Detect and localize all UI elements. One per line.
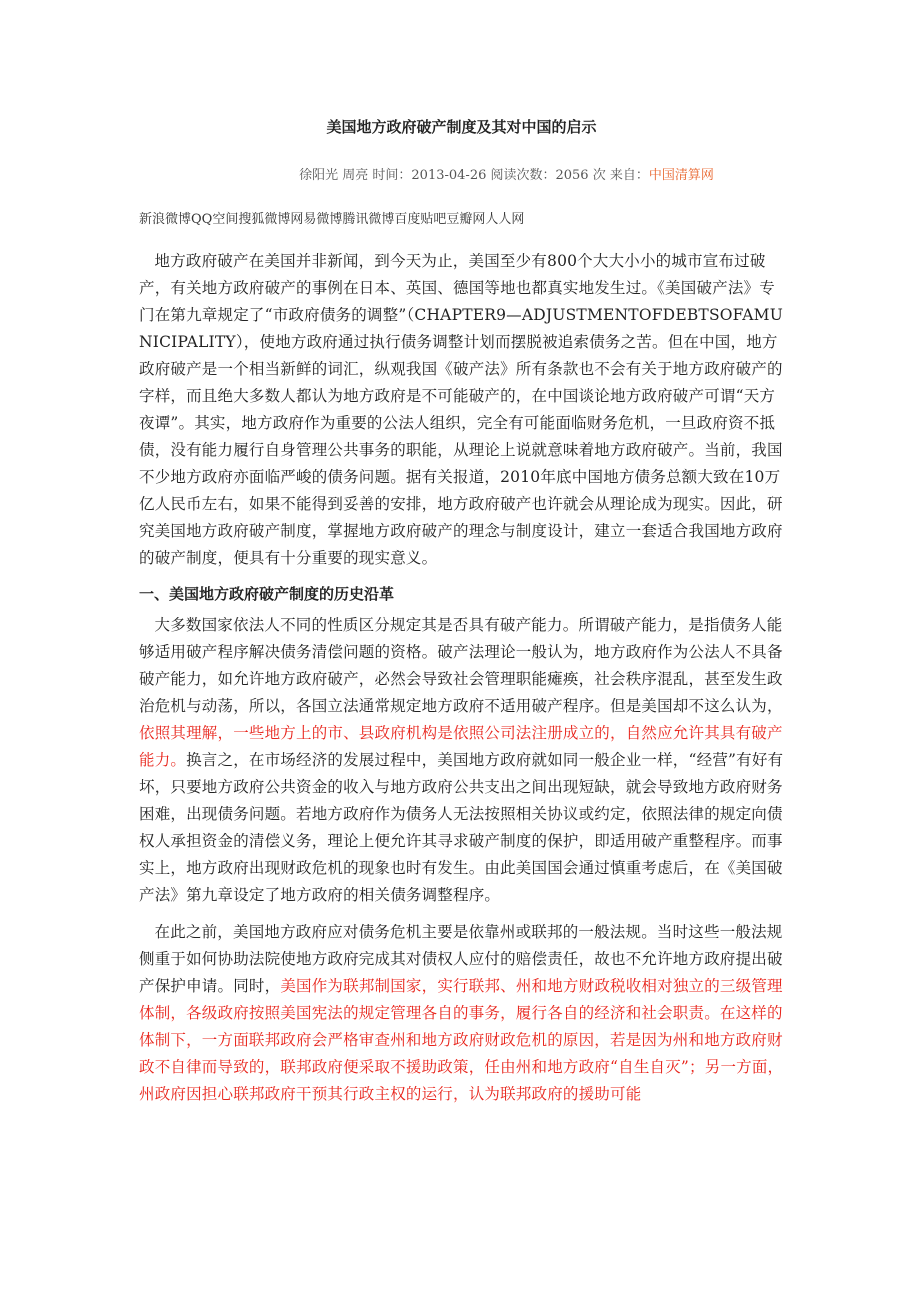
paragraph-before — [139, 919, 784, 1108]
article-meta — [139, 166, 784, 186]
paragraph-intro: 地方政府破产在美国并非新闻，到今天为止，美国至少有800个大大小小的城市宣布过破产，有关地方政府破产的事例在日本、英国、德国等地也都真实地发生过。《美国破产法》专门在第九章规定了“市政府债务的调整”（CHAPTER9—ADJUSTMENTOFDEBTSOFAMUNICIPALITY），使地方政府通过执行债务调整计划而摆脱被追索债务之苦。但在中国，地方政府破产是一个相当新鲜的词汇，纵观我国《破产法》所有条款也不会有关于地方政府破产的字样，而且绝大多数人都认为地方政府是不可能破产的，在中国谈论地方政府破产可谓“天方夜谭”。其实，地方政府作为重要的公法人组织，完全有可能面临财务危机，一旦政府资不抵债，没有能力履行自身管理公共事务的职能，从理论上说就意味着地方政府破产。当前，我国不少地方政府亦面临严峻的债务问题。据有关报道，2010年底中国地方债务总额大致在10万亿人民币左右，如果不能得到妥善的安排，地方政府破产也许就会从理论成为现实。因此，研究美国地方政府破产制度，掌握地方政府破产的理念与制度设计，建立一套适合我国地方政府的破产制度，便具有十分重要的现实意义。 — [139, 252, 784, 567]
meta-info: 徐阳光 周亮 时间：2013-04-26 阅读次数：2056 次 来自： — [299, 168, 649, 183]
paragraph-history — [139, 612, 784, 909]
share-links[interactable]: 新浪微博QQ空间搜狐微博网易微博腾讯微博百度贴吧豆瓣网人人网 — [139, 212, 525, 227]
article-page — [139, 108, 784, 1108]
paragraph-before-text: 在此之前，美国地方政府应对债务危机主要是依靠州或联邦的一般法规。当时这些一般法规侧重于如何协助法院使地方政府完成其对债权人应付的赔偿责任，故也不允许地方政府提出破产保护申请。同时， — [139, 923, 783, 995]
highlighted-text: 美国作为联邦制国家，实行联邦、州和地方财政税收相对独立的三级管理体制，各级政府按照美国宪法的规定管理各自的事务，履行各自的经济和社会职责。在这样的体制下，一方面联邦政府会严格审查州和地方政府财政危机的原因，若是因为州和地方政府财政不自律而导致的，联邦政府便采取不援助政策，任由州和地方政府“自生自灭”；另一方面，州政府因担心联邦政府干预其行政主权的运行，认为联邦政府的援助可能 — [139, 977, 784, 1103]
source-link[interactable]: 中国清算网 — [648, 168, 714, 183]
article-title: 美国地方政府破产制度及其对中国的启示 — [326, 118, 597, 136]
highlighted-text: 依照其理解，一些地方上的市、县政府机构是依照公司法注册成立的，自然应允许其具有破产能力。 — [139, 724, 783, 769]
paragraph-history-text-a: 大多数国家依法人不同的性质区分规定其是否具有破产能力。所谓破产能力，是指债务人能够适用破产程序解决债务清偿问题的资格。破产法理论一般认为，地方政府作为公法人不具备破产能力，如允许地方政府破产，必然会导致社会管理职能瘫痪，社会秩序混乱，甚至发生政治危机与动荡，所以，各国立法通常规定地方政府不适用破产程序。但是美国却不这么认为， — [139, 616, 783, 715]
section-heading: 一、美国地方政府破产制度的历史沿革 — [139, 585, 395, 603]
paragraph-history-text-b: 换言之，在市场经济的发展过程中，美国地方政府就如同一般企业一样，“经营”有好有坏，只要地方政府公共资金的收入与地方政府公共支出之间出现短缺，就会导致地方政府财务困难，出现债务问题。若地方政府作为债务人无法按照相关协议或约定，依照法律的规定向债权人承担资金的清偿义务，理论上便允许其寻求破产制度的保护，即适用破产重整程序。而事实上，地方政府出现财政危机的现象也时有发生。由此美国国会通过慎重考虑后，在《美国破产法》第九章设定了地方政府的相关债务调整程序。 — [139, 751, 784, 904]
